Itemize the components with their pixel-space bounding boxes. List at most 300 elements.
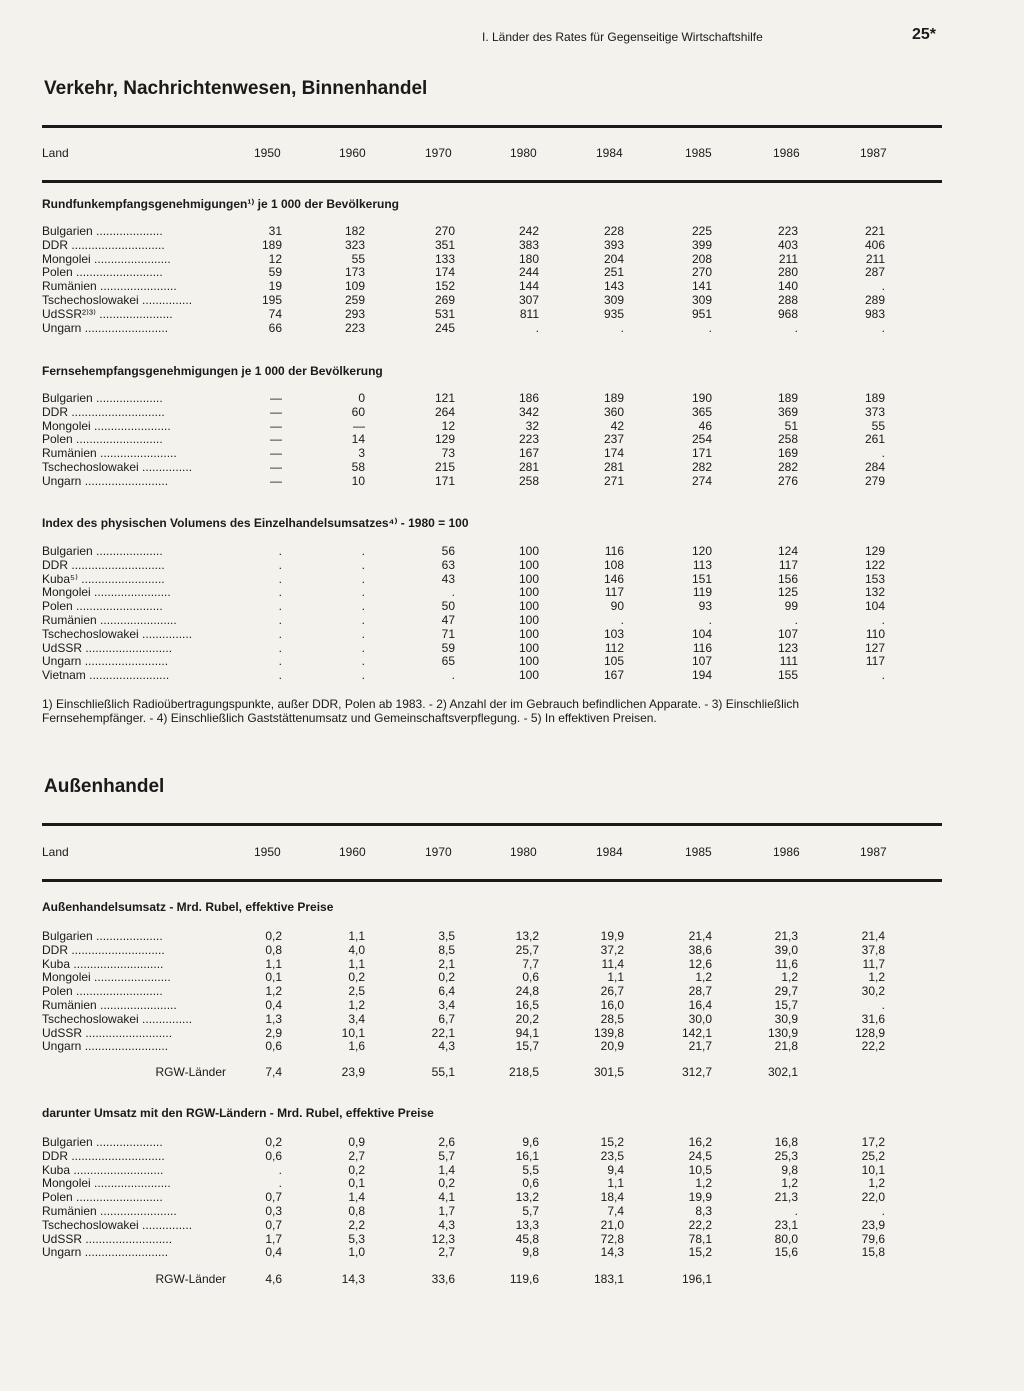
cell-1985: 16,4 (688, 998, 712, 1012)
cell-1987: 287 (864, 265, 885, 280)
table-row (42, 613, 942, 627)
cell-1950: 2,9 (265, 1025, 282, 1040)
cell-1950: 31 (268, 224, 282, 238)
cell-1984: 301,5 (593, 1065, 624, 1079)
cell-1960: 0 (358, 391, 365, 405)
column-year-1986: 1986 (773, 146, 800, 160)
cell-1970: 245 (434, 320, 455, 335)
cell-1985: 171 (691, 446, 712, 461)
cell-1986: 21,3 (774, 929, 798, 943)
table-row (42, 1232, 942, 1246)
column-label-land: Land (42, 146, 69, 160)
cell-1960: 1,2 (348, 998, 365, 1012)
cell-1980: 100 (518, 613, 539, 627)
column-year-1970: 1970 (425, 845, 452, 859)
row-label: Mongolei ....................... (42, 418, 171, 433)
cell-1984: 15,2 (600, 1135, 624, 1149)
cell-1960: 2,5 (348, 984, 365, 999)
cell-1986: 156 (777, 571, 798, 586)
cell-1987: 11,7 (862, 956, 885, 971)
cell-1986: 30,9 (774, 1011, 798, 1026)
cell-1970: 1,4 (438, 1162, 455, 1177)
cell-1970: 2,7 (438, 1245, 455, 1260)
cell-1986: 140 (777, 279, 798, 294)
table-row (42, 1149, 942, 1163)
cell-1987: 129 (864, 544, 885, 558)
cell-1970: 8,5 (438, 942, 455, 957)
cell-1980: 218,5 (508, 1065, 539, 1079)
cell-1960: 223 (344, 320, 365, 335)
cell-1960: . (361, 640, 365, 655)
cell-1960: . (361, 544, 365, 558)
cell-1950: . (278, 640, 282, 655)
cell-1980: 100 (518, 571, 539, 586)
cell-1986: 125 (777, 585, 798, 600)
cell-1980: 9,8 (522, 1245, 539, 1260)
cell-1986: 21,3 (774, 1190, 798, 1205)
cell-1970: 264 (434, 404, 455, 419)
cell-1950: — (270, 432, 282, 447)
cell-1980: 180 (518, 251, 539, 266)
column-year-1985: 1985 (685, 146, 712, 160)
cell-1985: 1,2 (695, 970, 712, 985)
table-row (42, 279, 942, 293)
row-label: Rumänien ....................... (42, 613, 177, 627)
cell-1950: 12 (268, 251, 282, 266)
cell-1984: 309 (603, 293, 624, 307)
row-label: DDR ............................ (42, 942, 165, 957)
cell-1984: 18,4 (600, 1190, 624, 1205)
cell-1985: 951 (691, 306, 712, 321)
cell-1960: 2,7 (348, 1148, 365, 1163)
column-year-1980: 1980 (510, 845, 537, 859)
row-label: Bulgarien .................... (42, 544, 163, 558)
cell-1986: 369 (777, 404, 798, 419)
column-year-1987: 1987 (860, 146, 887, 160)
page-number: 25* (912, 26, 937, 43)
footnotes (42, 697, 942, 725)
cell-1987: 10,1 (861, 1162, 885, 1177)
cell-1987: 22,2 (861, 1039, 885, 1054)
table-row (42, 998, 942, 1012)
table-subtitle: Außenhandelsumsatz - Mrd. Rubel, effektive Preise (42, 900, 334, 914)
cell-1970: 215 (434, 460, 455, 474)
cell-1970: 71 (441, 626, 455, 641)
cell-1987: 31,6 (861, 1011, 885, 1026)
cell-1960: 0,2 (348, 1162, 365, 1177)
cell-1987: . (881, 279, 885, 294)
column-label-land: Land (42, 845, 69, 859)
cell-1984: 1,1 (607, 970, 624, 985)
cell-1984: 935 (603, 306, 624, 321)
cell-1987: 128,9 (854, 1025, 885, 1040)
cell-1984: 21,0 (600, 1217, 624, 1232)
cell-1987: 23,9 (861, 1217, 885, 1232)
cell-1984: 9,4 (607, 1162, 624, 1177)
cell-1960: . (361, 571, 365, 586)
cell-1987: . (881, 668, 885, 683)
cell-1950: 0,7 (265, 1217, 282, 1232)
cell-1984: 108 (603, 557, 624, 572)
cell-1950: . (278, 557, 282, 572)
cell-1985: 282 (691, 460, 712, 474)
cell-1984: . (620, 320, 624, 335)
table-row (42, 1135, 942, 1149)
cell-1960: 5,3 (348, 1231, 365, 1246)
cell-1986: 968 (777, 306, 798, 321)
cell-1980: 167 (518, 446, 539, 461)
cell-1980: 5,5 (522, 1162, 539, 1177)
cell-1950: . (278, 654, 282, 669)
footnote-line-1: 1) Einschließlich Radioübertragungspunkte, außer DDR, Polen ab 1983. - 2) Anzahl der im Gebrauch befindlichen Apparate. - 3) Einschließlich (42, 697, 800, 711)
cell-1970: 47 (441, 613, 455, 627)
cell-1985: 30,0 (688, 1011, 712, 1026)
cell-1970: 171 (434, 473, 455, 488)
table-row (42, 419, 942, 433)
cell-1987: 110 (865, 626, 885, 641)
cell-1960: . (361, 668, 365, 683)
row-label: Kuba ........................... (42, 956, 164, 971)
cell-1980: 15,7 (515, 1039, 539, 1054)
cell-1960: . (361, 626, 365, 641)
cell-1960: 0,1 (348, 1176, 365, 1191)
cell-1984: 1,1 (607, 1176, 624, 1191)
cell-1986: 39,0 (774, 942, 798, 957)
cell-1950: 0,1 (265, 970, 282, 985)
cell-1970: 0,2 (438, 970, 455, 985)
row-label: DDR ............................ (42, 1148, 165, 1163)
cell-1984: 90 (610, 599, 624, 614)
cell-1950: 0,6 (265, 1148, 282, 1163)
rule-under-header-1 (42, 180, 942, 183)
cell-1950: . (278, 1176, 282, 1191)
cell-1980: 307 (518, 293, 539, 307)
cell-1985: 46 (698, 418, 712, 433)
cell-1970: . (451, 668, 455, 683)
cell-1980: 16,1 (515, 1148, 539, 1163)
cell-1960: 55 (351, 251, 365, 266)
cell-1987: 104 (864, 599, 885, 614)
cell-1986: 123 (777, 640, 798, 655)
cell-1987: 284 (864, 460, 885, 474)
cell-1987: 17,2 (861, 1135, 885, 1149)
table-row (42, 1204, 942, 1218)
cell-1970: 129 (434, 432, 455, 447)
cell-1960: . (361, 585, 365, 600)
cell-1960: 3 (358, 446, 365, 461)
row-label: UdSSR .......................... (42, 640, 173, 655)
cell-1970: 121 (434, 391, 455, 405)
cell-1986: 169 (777, 446, 798, 461)
cell-1960: 1,4 (348, 1190, 365, 1205)
cell-1960: 173 (344, 265, 365, 280)
cell-1984: 271 (603, 473, 624, 488)
table-row (42, 252, 942, 266)
cell-1987: 55 (871, 418, 885, 433)
rule-under-header-2 (42, 879, 942, 882)
cell-1950: 1,3 (265, 1011, 282, 1026)
row-label: Ungarn ......................... (42, 1039, 169, 1054)
cell-1986: 117 (778, 557, 798, 572)
cell-1970: 12 (441, 418, 455, 433)
cell-1986: 21,8 (774, 1039, 798, 1054)
cell-1950: 19 (268, 279, 282, 294)
cell-1970: 50 (441, 599, 455, 614)
cell-1960: 10 (351, 473, 365, 488)
cell-1950: 0,2 (265, 1135, 282, 1149)
cell-1970: 5,7 (438, 1148, 455, 1163)
cell-1986: . (794, 320, 798, 335)
cell-1970: 1,7 (438, 1204, 455, 1218)
cell-1985: 119 (692, 585, 712, 600)
rule-top-2 (42, 823, 942, 826)
row-label: Mongolei ....................... (42, 970, 171, 985)
column-year-1980: 1980 (510, 146, 537, 160)
table-row (42, 1176, 942, 1190)
cell-1980: 20,2 (515, 1011, 539, 1026)
cell-1980: 186 (518, 391, 539, 405)
cell-1985: 120 (691, 544, 712, 558)
table-row (42, 641, 942, 655)
row-label: DDR ............................ (42, 557, 165, 572)
row-label: Polen .......................... (42, 432, 163, 447)
table-row (42, 293, 942, 307)
cell-1970: 4,3 (438, 1039, 455, 1054)
cell-1950: . (278, 668, 282, 683)
cell-1985: 107 (691, 654, 712, 669)
cell-1985: 15,2 (688, 1245, 712, 1260)
cell-1960: 23,9 (341, 1065, 365, 1079)
cell-1986: 288 (777, 293, 798, 307)
cell-1986: 25,3 (774, 1148, 798, 1163)
cell-1980: 13,2 (515, 1190, 539, 1205)
cell-1985: 254 (691, 432, 712, 447)
cell-1987: . (881, 613, 885, 627)
cell-1970: 174 (434, 265, 455, 280)
cell-1987: 132 (864, 585, 885, 600)
cell-1987: 373 (864, 404, 885, 419)
cell-1985: 93 (698, 599, 712, 614)
cell-1985: 365 (691, 404, 712, 419)
table-row (42, 572, 942, 586)
cell-1984: 16,0 (600, 998, 624, 1012)
row-label: Mongolei ....................... (42, 1176, 171, 1191)
cell-1986: . (794, 613, 798, 627)
row-label: Mongolei ....................... (42, 585, 171, 600)
cell-1984: 14,3 (600, 1245, 624, 1260)
cell-1986: 403 (777, 237, 798, 252)
cell-1970: 4,3 (438, 1217, 455, 1232)
cell-1984: 116 (604, 544, 624, 558)
cell-1970: 6,7 (438, 1011, 455, 1026)
cell-1960: 14,3 (341, 1272, 365, 1286)
cell-1987: 30,2 (861, 984, 885, 999)
cell-1980: 342 (518, 404, 539, 419)
cell-1980: 383 (518, 237, 539, 252)
cell-1970: 269 (434, 293, 455, 307)
cell-1986: 1,2 (781, 970, 798, 985)
cell-1960: 1,1 (348, 956, 365, 971)
row-label: Kuba⁵⁾ ......................... (42, 571, 165, 586)
cell-1985: 16,2 (688, 1135, 712, 1149)
cell-1980: 45,8 (515, 1231, 539, 1246)
column-header-1 (42, 146, 942, 162)
cell-1987: 1,2 (868, 970, 885, 985)
cell-1950: 0,7 (265, 1190, 282, 1205)
cell-1950: . (278, 585, 282, 600)
cell-1960: 3,4 (348, 1011, 365, 1026)
cell-1960: 60 (351, 404, 365, 419)
cell-1984: 204 (603, 251, 624, 266)
cell-1986: 282 (777, 460, 798, 474)
cell-1984: 281 (603, 460, 624, 474)
cell-1984: 112 (604, 640, 624, 655)
cell-1980: 811 (519, 306, 539, 321)
cell-1980: 100 (518, 626, 539, 641)
cell-1960: . (361, 599, 365, 614)
cell-1950: . (278, 613, 282, 627)
row-label: DDR ............................ (42, 404, 165, 419)
cell-1984: 72,8 (600, 1231, 624, 1246)
cell-1985: 78,1 (688, 1231, 712, 1246)
cell-1987: 15,8 (861, 1245, 885, 1260)
table-row (42, 1190, 942, 1204)
cell-1985: 21,4 (688, 929, 712, 943)
table-row (42, 307, 942, 321)
cell-1987: 127 (864, 640, 885, 655)
column-year-1970: 1970 (425, 146, 452, 160)
cell-1980: 244 (518, 265, 539, 280)
cell-1970: 3,5 (438, 929, 455, 943)
cell-1984: 174 (603, 446, 624, 461)
cell-1980: 100 (518, 668, 539, 683)
table-row (42, 391, 942, 405)
row-label: UdSSR²⁾³⁾ ...................... (42, 306, 173, 321)
cell-1950: 0,4 (265, 998, 282, 1012)
cell-1987: 37,8 (861, 942, 885, 957)
cell-1950: 1,2 (265, 984, 282, 999)
table-row (42, 1163, 942, 1177)
cell-1960: 14 (351, 432, 365, 447)
cell-1986: 80,0 (774, 1231, 798, 1246)
cell-1985: 19,9 (688, 1190, 712, 1205)
table-subtitle: Rundfunkempfangsgenehmigungen¹⁾ je 1 000 der Bevölkerung (42, 197, 400, 211)
cell-1985: 28,7 (688, 984, 712, 999)
table-row (42, 970, 942, 984)
cell-1986: 9,8 (781, 1162, 798, 1177)
row-label: Rumänien ....................... (42, 1204, 177, 1218)
column-year-1950: 1950 (254, 845, 281, 859)
cell-1984: 183,1 (593, 1272, 624, 1286)
cell-1986: 189 (777, 391, 798, 405)
cell-1987: 406 (864, 237, 885, 252)
cell-1987: 79,6 (861, 1231, 885, 1246)
cell-1984: 237 (603, 432, 624, 447)
cell-1985: 38,6 (688, 942, 712, 957)
cell-1986: 111 (779, 654, 798, 669)
row-label: Ungarn ......................... (42, 654, 169, 669)
cell-1950: 1,7 (265, 1231, 282, 1246)
cell-1986: 29,7 (774, 984, 798, 999)
cell-1950: . (278, 599, 282, 614)
cell-1984: 139,8 (593, 1025, 624, 1040)
cell-1970: 3,4 (438, 998, 455, 1012)
table-row (42, 929, 942, 943)
cell-1980: 100 (518, 654, 539, 669)
cell-1970: 4,1 (438, 1190, 455, 1205)
total-row (42, 1272, 942, 1286)
cell-1970: 351 (434, 237, 455, 252)
cell-1984: 105 (603, 654, 624, 669)
table-row (42, 599, 942, 613)
cell-1980: 100 (518, 557, 539, 572)
cell-1987: 22,0 (861, 1190, 885, 1205)
cell-1970: 56 (441, 544, 455, 558)
cell-1987: 279 (864, 473, 885, 488)
table-row (42, 1026, 942, 1040)
section-title-aussenhandel: Außenhandel (44, 776, 165, 797)
cell-1987: 1,2 (868, 1176, 885, 1191)
cell-1950: 0,6 (265, 1039, 282, 1054)
cell-1970: 59 (441, 640, 455, 655)
cell-1985: 312,7 (681, 1065, 712, 1079)
cell-1960: 182 (344, 224, 365, 238)
row-label: Tschechoslowakei ............... (42, 460, 193, 474)
cell-1986: 155 (777, 668, 798, 683)
cell-1985: 270 (691, 265, 712, 280)
cell-1980: . (535, 320, 539, 335)
cell-1980: 223 (518, 432, 539, 447)
cell-1960: 0,8 (348, 1204, 365, 1218)
cell-1980: 7,7 (522, 956, 539, 971)
cell-1950: 189 (261, 237, 282, 252)
row-label: Tschechoslowakei ............... (42, 626, 193, 641)
cell-1960: 4,0 (348, 942, 365, 957)
cell-1984: 143 (603, 279, 624, 294)
cell-1985: . (708, 320, 712, 335)
table-row (42, 1012, 942, 1026)
cell-1984: . (620, 613, 624, 627)
cell-1960: 259 (344, 293, 365, 307)
table-subtitle: darunter Umsatz mit den RGW-Ländern - Mrd. Rubel, effektive Preise (42, 1106, 434, 1120)
cell-1987: 25,2 (861, 1148, 885, 1163)
cell-1970: 12,3 (431, 1231, 455, 1246)
column-year-1986: 1986 (773, 845, 800, 859)
cell-1987: 221 (864, 224, 885, 238)
cell-1985: 10,5 (688, 1162, 712, 1177)
cell-1950: 0,4 (265, 1245, 282, 1260)
cell-1987: 211 (865, 251, 885, 266)
cell-1980: 100 (518, 544, 539, 558)
cell-1985: 309 (691, 293, 712, 307)
table-row (42, 224, 942, 238)
row-label: Rumänien ....................... (42, 279, 177, 294)
cell-1980: 100 (518, 599, 539, 614)
cell-1970: 2,6 (438, 1135, 455, 1149)
cell-1985: 141 (691, 279, 712, 294)
table-row (42, 460, 942, 474)
cell-1970: 6,4 (438, 984, 455, 999)
cell-1970: 2,1 (438, 956, 455, 971)
row-label: Bulgarien .................... (42, 224, 163, 238)
cell-1960: 109 (344, 279, 365, 294)
cell-1986: 276 (777, 473, 798, 488)
column-year-1960: 1960 (339, 146, 366, 160)
cell-1950: . (278, 544, 282, 558)
table-row (42, 957, 942, 971)
cell-1950: 7,4 (265, 1065, 282, 1079)
column-year-1987: 1987 (860, 845, 887, 859)
